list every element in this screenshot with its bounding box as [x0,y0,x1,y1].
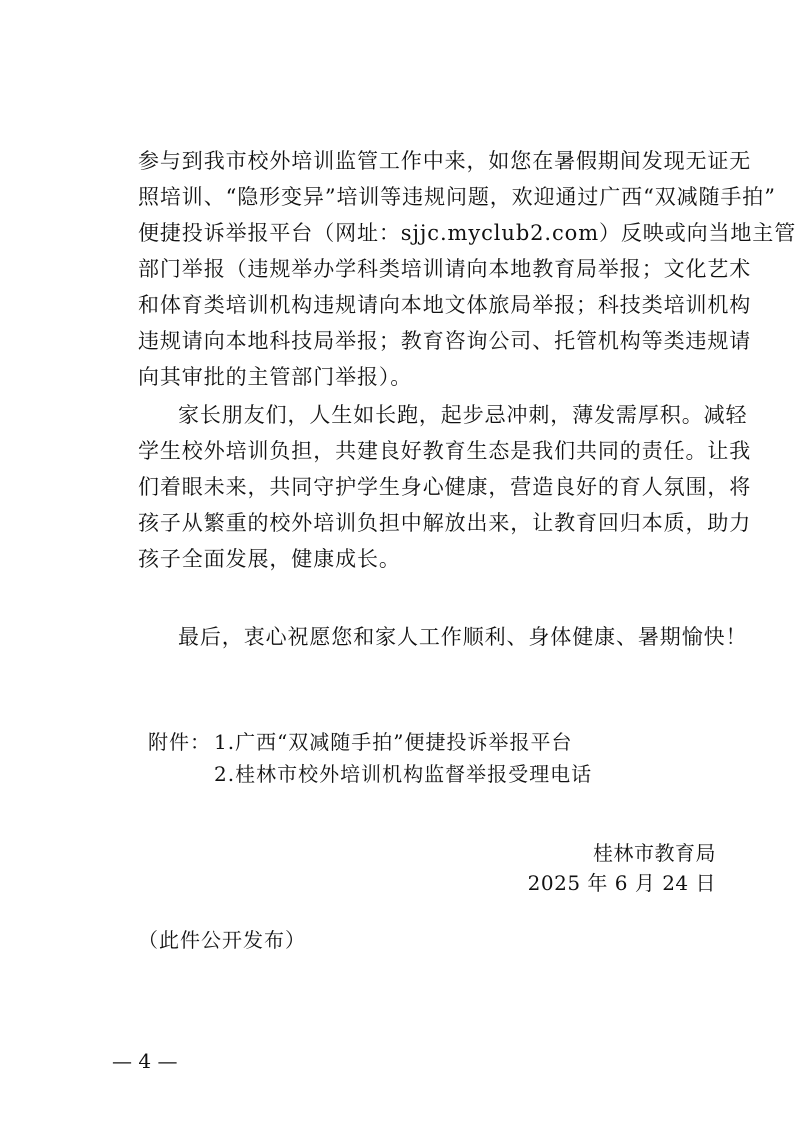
signature-date: 2025 年 6 月 24 日 [527,871,716,895]
body-line: 向其审批的主管部门举报）。 [138,365,413,389]
attachment-label: 附件： [148,730,211,754]
signature-org: 桂林市教育局 [593,841,716,865]
body-line: 和体育类培训机构违规请向本地文体旅局举报；科技类培训机构 [138,293,752,317]
page-number: — 4 — [112,1049,178,1073]
body-line: 最后，衷心祝愿您和家人工作顺利、身体健康、暑期愉快！ [178,625,748,649]
body-line: 孩子全面发展，健康成长。 [138,547,401,571]
body-line: 违规请向本地科技局举报；教育咨询公司、托管机构等类违规请 [138,329,752,353]
body-line: 照培训、“隐形变异”培训等违规问题，欢迎通过广西“双减随手拍” [138,185,776,209]
body-line: 家长朋友们，人生如长跑，起步忌冲刺，薄发需厚积。减轻 [178,403,748,427]
body-line: 们着眼未来，共同守护学生身心健康，营造良好的育人氛围，将 [138,475,752,499]
body-line: 孩子从繁重的校外培训负担中解放出来，让教育回归本质，助力 [138,511,752,535]
body-line: 部门举报（违规举办学科类培训请向本地教育局举报；文化艺术 [138,257,752,281]
publish-note: （此件公开发布） [138,928,306,952]
attachment-item: 2.桂林市校外培训机构监督举报受理电话 [214,762,593,786]
body-line: 参与到我市校外培训监管工作中来，如您在暑假期间发现无证无 [138,149,752,173]
body-line: 便捷投诉举报平台（网址：sjjc.myclub2.com）反映或向当地主管 [138,221,797,245]
body-line: 学生校外培训负担，共建良好教育生态是我们共同的责任。让我 [138,439,752,463]
attachment-item: 1.广西“双减随手拍”便捷投诉举报平台 [214,730,573,754]
